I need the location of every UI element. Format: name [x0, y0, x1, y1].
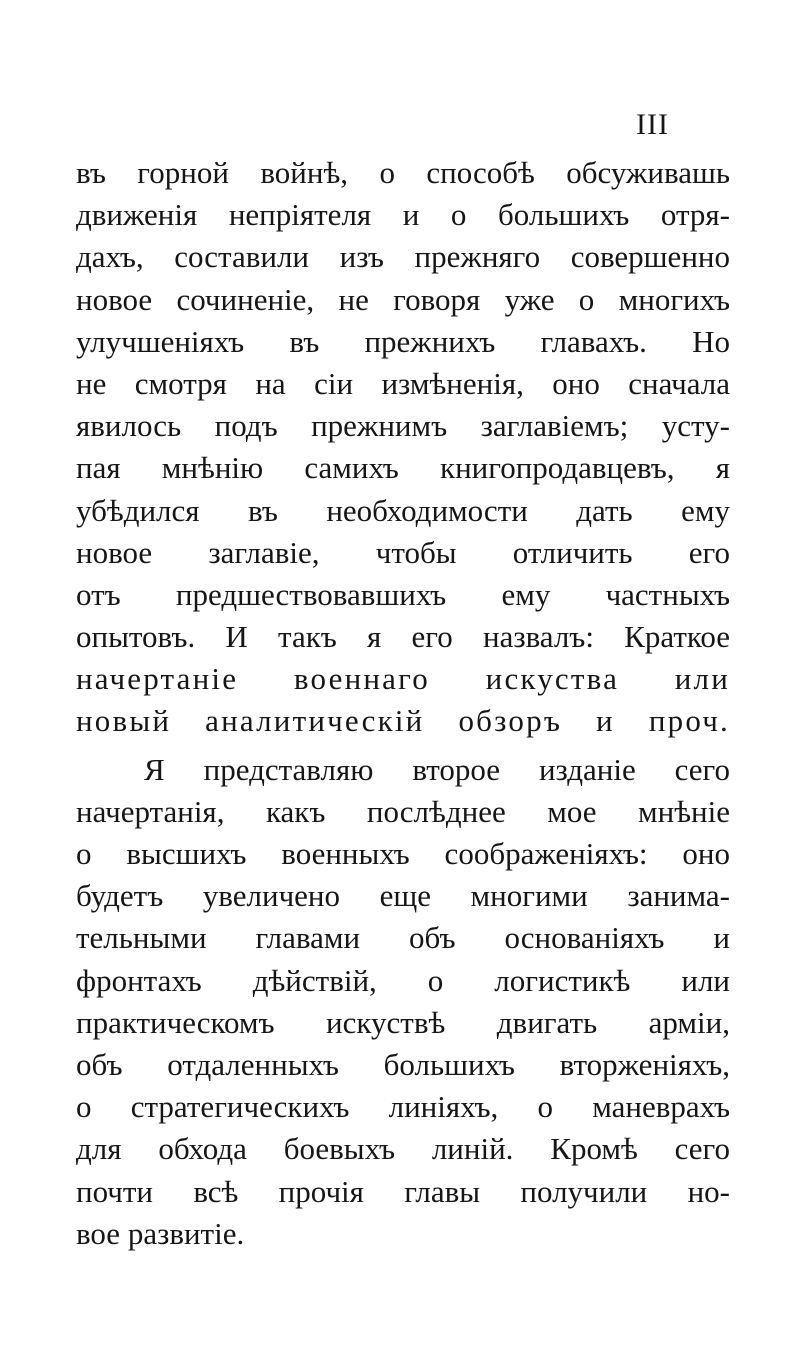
text-line: явилось подъ прежнимъ заглавіемъ; усту- [76, 408, 730, 444]
text-line: будетъ увеличено еще многими занима- [76, 878, 730, 914]
text-line: улучшеніяхъ въ прежнихъ главахъ. Но [76, 323, 730, 359]
text-line: новое сочиненіе, не говоря уже о многихъ [76, 281, 730, 317]
text-line: не смотря на сіи измѣненія, оно сначала [76, 365, 730, 401]
text-line: о стратегическихъ линіяхъ, о маневрахъ [76, 1089, 730, 1125]
text-line: отъ предшествовавшихъ ему частныхъ [76, 576, 730, 612]
text-line: въ горной войнѣ, о способѣ обсуживашь [76, 155, 730, 190]
text-line: новое заглавіе, чтобы отличить его [76, 534, 730, 570]
text-line: убѣдился въ необходимости дать ему [76, 492, 730, 528]
text-line: опытовъ. И такъ я его назвалъ: Краткое [76, 619, 730, 655]
body-text [76, 152, 730, 1255]
paragraph-2 [76, 749, 730, 1255]
text-line: фронтахъ дѣйствій, о логистикѣ или [76, 962, 730, 998]
paragraph-1 [76, 152, 730, 743]
page-number: III [636, 108, 669, 141]
text-line: дахъ, составили изъ прежняго совершенно [76, 239, 730, 275]
text-line: начертанія, какъ послѣднее мое мнѣніе [76, 793, 730, 829]
text-line: о высшихъ военныхъ соображеніяхъ: оно [76, 836, 730, 871]
text-line: для обхода боевыхъ линій. Кромѣ сего [76, 1131, 730, 1167]
text-line: начертаніе военнаго искуства или [76, 661, 730, 697]
text-line: почти всѣ прочія главы получили но- [76, 1173, 730, 1209]
text-line: пая мнѣнію самихъ книгопродавцевъ, я [76, 450, 730, 486]
text-line: вое развитіе. [76, 1215, 245, 1251]
text-line: объ отдаленныхъ большихъ вторженіяхъ, [76, 1046, 730, 1082]
text-line: практическомъ искуствѣ двигать арміи, [76, 1004, 730, 1040]
text-line: Я представляю второе изданіе сего [144, 751, 730, 787]
text-line: новый аналитическій обзоръ и проч. [76, 703, 730, 739]
text-line: движенія непріятеля и о большихъ отря- [76, 197, 730, 233]
text-line: тельными главами объ основаніяхъ и [76, 920, 730, 956]
